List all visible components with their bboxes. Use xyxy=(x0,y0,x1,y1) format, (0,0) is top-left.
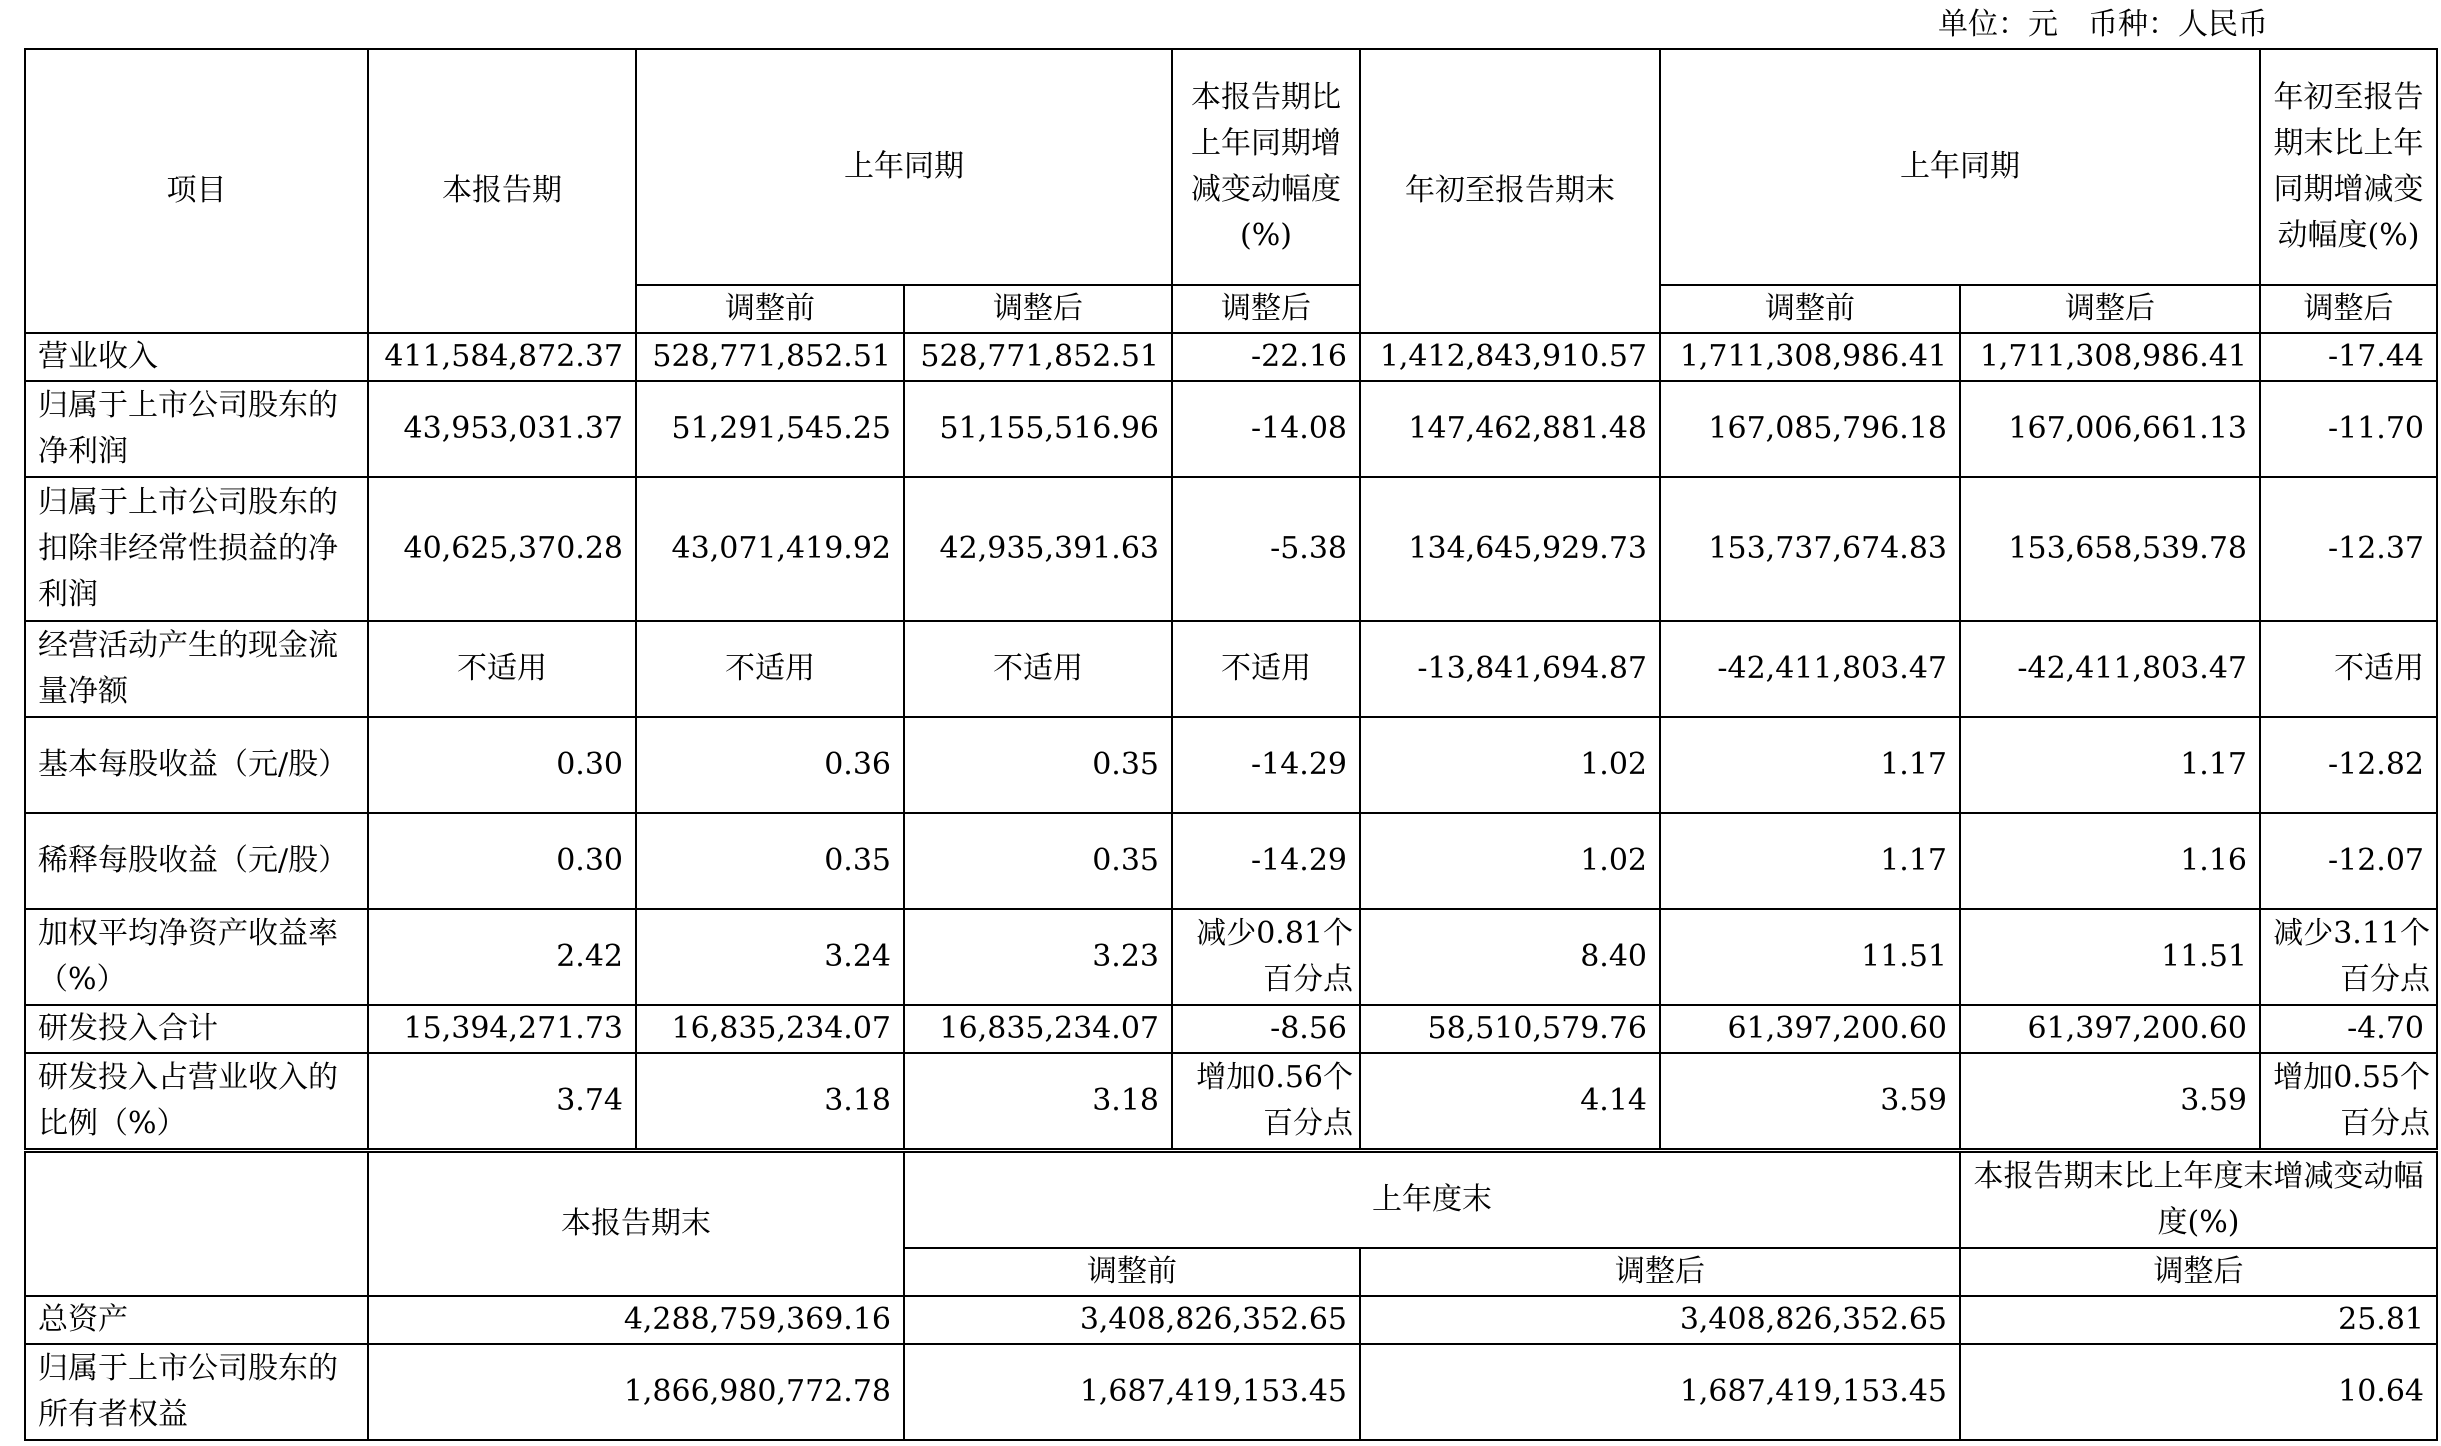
table-cell: 42,935,391.63 xyxy=(904,477,1172,621)
header-change-pct: 本报告期比上年同期增减变动幅度(%) xyxy=(1172,49,1360,285)
table-cell: -13,841,694.87 xyxy=(1360,621,1660,717)
table-cell: -5.38 xyxy=(1172,477,1360,621)
table-cell: 528,771,852.51 xyxy=(636,333,904,381)
row-label: 研发投入占营业收入的比例（%） xyxy=(25,1053,368,1149)
header-current-period: 本报告期 xyxy=(368,49,636,333)
header-prior-same-period: 上年同期 xyxy=(636,49,1172,285)
table-row xyxy=(25,813,2437,909)
table-cell: 61,397,200.60 xyxy=(1660,1005,1960,1053)
table-cell: 增加0.55个百分点 xyxy=(2260,1053,2437,1149)
header-change-after-adj: 调整后 xyxy=(1960,1248,2437,1296)
table-cell: 3.18 xyxy=(636,1053,904,1149)
table-cell: 2.42 xyxy=(368,909,636,1005)
table-cell: 16,835,234.07 xyxy=(636,1005,904,1053)
table-cell: 1,687,419,153.45 xyxy=(1360,1344,1960,1440)
row-label: 研发投入合计 xyxy=(25,1005,368,1053)
table-cell: 不适用 xyxy=(2260,621,2437,717)
table-cell: 1,711,308,986.41 xyxy=(1660,333,1960,381)
table-cell: 1,412,843,910.57 xyxy=(1360,333,1660,381)
table-cell: 0.35 xyxy=(904,717,1172,813)
table-cell: 1.17 xyxy=(1660,717,1960,813)
header-prior-ytd: 上年同期 xyxy=(1660,49,2260,285)
header-before-adj: 调整前 xyxy=(904,1248,1360,1296)
table-cell: 10.64 xyxy=(1960,1344,2437,1440)
table-cell: 16,835,234.07 xyxy=(904,1005,1172,1053)
unit-label: 单位：元 币种：人民币 xyxy=(1938,7,2268,42)
table-cell: 43,071,419.92 xyxy=(636,477,904,621)
row-label: 稀释每股收益（元/股） xyxy=(25,813,368,909)
header-change-after-adj: 调整后 xyxy=(1172,285,1360,333)
table-cell: 1,711,308,986.41 xyxy=(1960,333,2260,381)
table-cell: 153,658,539.78 xyxy=(1960,477,2260,621)
table-cell: 4,288,759,369.16 xyxy=(368,1296,904,1344)
table-row xyxy=(25,909,2437,1005)
header-ytd-change-pct: 年初至报告期末比上年同期增减变动幅度(%) xyxy=(2260,49,2437,285)
table-row xyxy=(25,333,2437,381)
table-cell: 1.02 xyxy=(1360,813,1660,909)
table-cell: -17.44 xyxy=(2260,333,2437,381)
table-cell: 167,006,661.13 xyxy=(1960,381,2260,477)
header-before-adj: 调整前 xyxy=(636,285,904,333)
table-cell: -4.70 xyxy=(2260,1005,2437,1053)
table-cell: 411,584,872.37 xyxy=(368,333,636,381)
table-cell: 58,510,579.76 xyxy=(1360,1005,1660,1053)
table-cell: 15,394,271.73 xyxy=(368,1005,636,1053)
row-label: 加权平均净资产收益率（%） xyxy=(25,909,368,1005)
row-label: 归属于上市公司股东的净利润 xyxy=(25,381,368,477)
table-cell: 0.35 xyxy=(636,813,904,909)
row-label: 总资产 xyxy=(25,1296,368,1344)
balance-sheet-table xyxy=(24,1151,2438,1441)
table-cell: 8.40 xyxy=(1360,909,1660,1005)
table-cell: 167,085,796.18 xyxy=(1660,381,1960,477)
table-cell: 51,155,516.96 xyxy=(904,381,1172,477)
table-cell: -22.16 xyxy=(1172,333,1360,381)
table-cell: 不适用 xyxy=(1172,621,1360,717)
table-cell: 3.74 xyxy=(368,1053,636,1149)
table-cell: 528,771,852.51 xyxy=(904,333,1172,381)
table-cell: 3.59 xyxy=(1660,1053,1960,1149)
table-cell: 1,866,980,772.78 xyxy=(368,1344,904,1440)
table-row xyxy=(25,1344,2437,1440)
table-cell: 4.14 xyxy=(1360,1053,1660,1149)
table-cell: 不适用 xyxy=(904,621,1172,717)
header-item: 项目 xyxy=(25,49,368,333)
table-cell: 减少0.81个百分点 xyxy=(1172,909,1360,1005)
table-cell: 1.17 xyxy=(1960,717,2260,813)
table-cell: 134,645,929.73 xyxy=(1360,477,1660,621)
header-ytd: 年初至报告期末 xyxy=(1360,49,1660,333)
quarterly-financials-table xyxy=(24,48,2438,1150)
table-cell: 3.59 xyxy=(1960,1053,2260,1149)
table-row xyxy=(25,1005,2437,1053)
table-cell: 不适用 xyxy=(636,621,904,717)
header-prior-ytd-after-adj: 调整后 xyxy=(1960,285,2260,333)
row-label: 归属于上市公司股东的所有者权益 xyxy=(25,1344,368,1440)
table-cell: -12.82 xyxy=(2260,717,2437,813)
table-cell: -42,411,803.47 xyxy=(1960,621,2260,717)
header-item xyxy=(25,1152,368,1296)
header-after-adj: 调整后 xyxy=(904,285,1172,333)
table-cell: 不适用 xyxy=(368,621,636,717)
table-cell: 3.23 xyxy=(904,909,1172,1005)
table-cell: -11.70 xyxy=(2260,381,2437,477)
table-cell: 1.16 xyxy=(1960,813,2260,909)
table-cell: -14.29 xyxy=(1172,813,1360,909)
header-prior-year-end: 上年度末 xyxy=(904,1152,1960,1248)
table-cell: 3.24 xyxy=(636,909,904,1005)
table-cell: -14.29 xyxy=(1172,717,1360,813)
header-ytd-change-after-adj: 调整后 xyxy=(2260,285,2437,333)
header-change-pct: 本报告期末比上年度末增减变动幅度(%) xyxy=(1960,1152,2437,1248)
table-cell: 减少3.11个百分点 xyxy=(2260,909,2437,1005)
row-label: 归属于上市公司股东的扣除非经常性损益的净利润 xyxy=(25,477,368,621)
table-cell: 3.18 xyxy=(904,1053,1172,1149)
table-row xyxy=(25,717,2437,813)
row-label: 营业收入 xyxy=(25,333,368,381)
table-cell: 11.51 xyxy=(1660,909,1960,1005)
table-row xyxy=(25,381,2437,477)
table-row xyxy=(25,1296,2437,1344)
table-cell: 25.81 xyxy=(1960,1296,2437,1344)
table-row xyxy=(25,1053,2437,1149)
table-cell: 0.36 xyxy=(636,717,904,813)
table-cell: 0.30 xyxy=(368,813,636,909)
table-cell: 11.51 xyxy=(1960,909,2260,1005)
table-cell: 3,408,826,352.65 xyxy=(904,1296,1360,1344)
table-cell: -12.07 xyxy=(2260,813,2437,909)
table-cell: -14.08 xyxy=(1172,381,1360,477)
table-cell: 增加0.56个百分点 xyxy=(1172,1053,1360,1149)
table-cell: 0.30 xyxy=(368,717,636,813)
table-cell: 1.02 xyxy=(1360,717,1660,813)
table-cell: -12.37 xyxy=(2260,477,2437,621)
table-cell: 147,462,881.48 xyxy=(1360,381,1660,477)
header-period-end: 本报告期末 xyxy=(368,1152,904,1296)
table-cell: 61,397,200.60 xyxy=(1960,1005,2260,1053)
row-label: 基本每股收益（元/股） xyxy=(25,717,368,813)
table-cell: 1.17 xyxy=(1660,813,1960,909)
table-cell: 40,625,370.28 xyxy=(368,477,636,621)
table-row xyxy=(25,477,2437,621)
table-cell: -42,411,803.47 xyxy=(1660,621,1960,717)
table-cell: 1,687,419,153.45 xyxy=(904,1344,1360,1440)
table-cell: 43,953,031.37 xyxy=(368,381,636,477)
row-label: 经营活动产生的现金流量净额 xyxy=(25,621,368,717)
table-cell: 153,737,674.83 xyxy=(1660,477,1960,621)
header-prior-ytd-before-adj: 调整前 xyxy=(1660,285,1960,333)
table-cell: 3,408,826,352.65 xyxy=(1360,1296,1960,1344)
table-cell: -8.56 xyxy=(1172,1005,1360,1053)
table-cell: 51,291,545.25 xyxy=(636,381,904,477)
header-after-adj: 调整后 xyxy=(1360,1248,1960,1296)
table-cell: 0.35 xyxy=(904,813,1172,909)
table-row xyxy=(25,621,2437,717)
